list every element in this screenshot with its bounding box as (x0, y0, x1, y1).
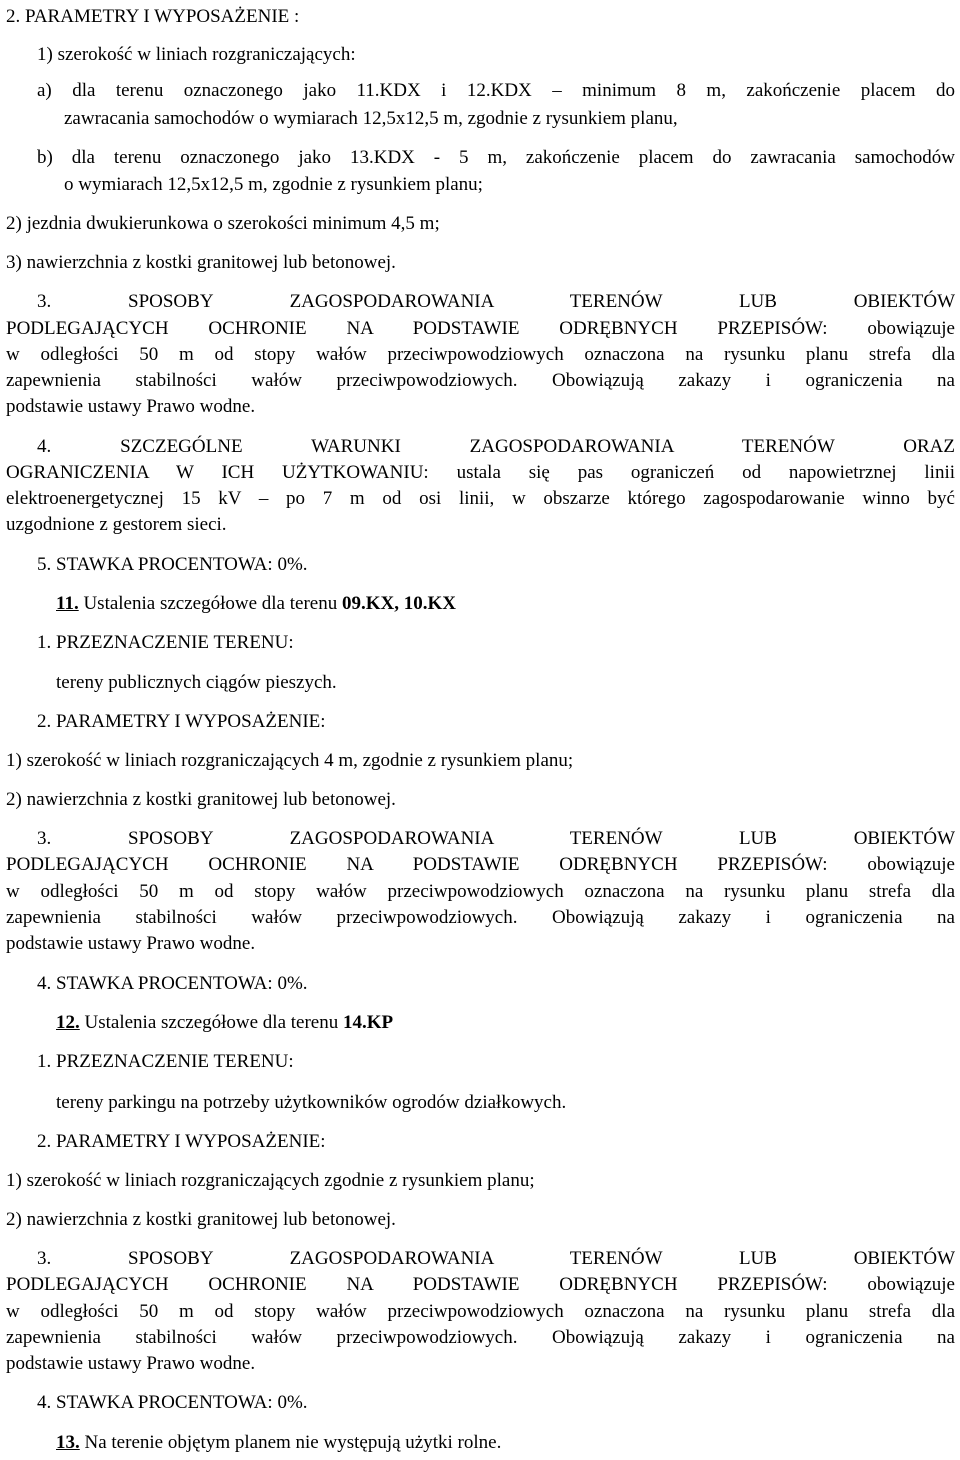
paragraph-text: 0%. (272, 973, 308, 994)
section-title: STAWKA PROCENTOWA: (56, 1392, 273, 1413)
section-heading (37, 552, 955, 578)
section-number: 4. (37, 1392, 56, 1413)
section-heading (6, 852, 955, 878)
paragraph-line: 1) szerokość w liniach rozgraniczających zgodnie z rysunkiem planu; (6, 1170, 535, 1191)
paragraph-text: obowiązuje (827, 1274, 955, 1295)
paragraph-line: podstawie ustawy Prawo wodne. (6, 396, 256, 417)
paragraph-text: 0%. (272, 1392, 308, 1413)
paragraph-line: tereny publicznych ciągów pieszych. (56, 672, 337, 693)
section-heading (6, 1272, 955, 1298)
section-number: 2. (37, 1131, 56, 1152)
paragraph-line: zawracania samochodów o wymiarach 12,5x12,5 m, zgodnie z rysunkiem planu, (64, 108, 678, 129)
section-number: 5. (37, 554, 56, 575)
section-number: 4. (37, 436, 121, 457)
paragraph-number: 12. (56, 1012, 80, 1033)
section-heading (37, 1049, 955, 1075)
section-title: SZCZEGÓLNE WARUNKI ZAGOSPODAROWANIA TERENÓW ORAZ (120, 436, 956, 457)
section-title: STAWKA PROCENTOWA: (56, 973, 273, 994)
section-title: PARAMETRY I WYPOSAŻENIE: (56, 1131, 326, 1152)
section-title: PODLEGAJĄCYCH OCHRONIE NA PODSTAWIE ODRĘBNYCH PRZEPISÓW: (6, 854, 828, 875)
paragraph-text: Ustalenia szczegółowe dla terenu (78, 593, 342, 614)
section-title: SPOSOBY ZAGOSPODAROWANIA TERENÓW LUB OBIEKTÓW (128, 828, 956, 849)
paragraph-text: Na terenie objętym planem nie występują użytki rolne. (79, 1432, 502, 1453)
section-heading (37, 709, 955, 735)
section-heading (37, 971, 955, 997)
area-code: 09.KX, 10.KX (341, 593, 456, 614)
section-number: 1. (37, 632, 56, 653)
paragraph-line: 2) nawierzchnia z kostki granitowej lub betonowej. (6, 789, 396, 810)
section-number: 1. (37, 1051, 56, 1072)
section-title: SPOSOBY ZAGOSPODAROWANIA TERENÓW LUB OBIEKTÓW (128, 1248, 956, 1269)
section-number: 3. (37, 828, 128, 849)
section-heading (37, 434, 955, 460)
section-number: 4. (37, 973, 56, 994)
section-number: 3. (37, 1248, 128, 1269)
paragraph-text: obowiązuje (827, 854, 955, 875)
paragraph-line: 1) szerokość w liniach rozgraniczających 4 m, zgodnie z rysunkiem planu; (6, 750, 574, 771)
section-title: OGRANICZENIA W ICH UŻYTKOWANIU: (6, 462, 429, 483)
paragraph-text: 0%. (272, 554, 308, 575)
paragraph-heading (56, 1010, 955, 1036)
paragraph-number: 13. (56, 1432, 80, 1453)
section-title: SPOSOBY ZAGOSPODAROWANIA TERENÓW LUB OBIEKTÓW (128, 291, 956, 312)
section-title: PRZEZNACZENIE TERENU: (56, 632, 294, 653)
paragraph-line: 1) szerokość w liniach rozgraniczających: (37, 44, 356, 65)
section-number: 2. (37, 711, 56, 732)
section-number: 3. (37, 291, 128, 312)
section-heading (37, 1129, 955, 1155)
section-title: PODLEGAJĄCYCH OCHRONIE NA PODSTAWIE ODRĘBNYCH PRZEPISÓW: (6, 1274, 828, 1295)
paragraph-line: a) dla terenu oznaczonego jako 11.KDX i 12.KDX – minimum 8 m, zakończenie placem do (37, 80, 955, 101)
section-heading (6, 460, 955, 486)
paragraph-line: tereny parkingu na potrzeby użytkowników ogrodów działkowych. (56, 1092, 567, 1113)
paragraph-number: 11. (56, 593, 79, 614)
paragraph-line: uzgodnione z gestorem sieci. (6, 514, 227, 535)
section-heading: 2. PARAMETRY I WYPOSAŻENIE : (6, 6, 300, 27)
paragraph-line: w odległości 50 m od stopy wałów przeciwpowodziowych oznaczona na rysunku planu strefa dla (6, 881, 955, 902)
section-title: STAWKA PROCENTOWA: (56, 554, 273, 575)
section-heading (37, 826, 955, 852)
section-heading (37, 289, 955, 315)
paragraph-text: ustala się pas ograniczeń od napowietrznej linii (428, 462, 956, 483)
paragraph-line: o wymiarach 12,5x12,5 m, zgodnie z rysunkiem planu; (64, 174, 483, 195)
area-code: 14.KP (343, 1012, 394, 1033)
paragraph-line: 3) nawierzchnia z kostki granitowej lub betonowej. (6, 252, 396, 273)
paragraph-line: w odległości 50 m od stopy wałów przeciwpowodziowych oznaczona na rysunku planu strefa dla (6, 1301, 955, 1322)
paragraph-line: podstawie ustawy Prawo wodne. (6, 933, 256, 954)
paragraph-text: Ustalenia szczegółowe dla terenu (79, 1012, 343, 1033)
section-heading (37, 1246, 955, 1272)
paragraph-text: obowiązuje (827, 318, 955, 339)
section-title: PODLEGAJĄCYCH OCHRONIE NA PODSTAWIE ODRĘBNYCH PRZEPISÓW: (6, 318, 828, 339)
paragraph-line: zapewnienia stabilności wałów przeciwpowodziowych. Obowiązują zakazy i ograniczenia na (6, 907, 955, 928)
paragraph-line: podstawie ustawy Prawo wodne. (6, 1353, 256, 1374)
paragraph-heading (56, 1430, 955, 1456)
paragraph-line: elektroenergetycznej 15 kV – po 7 m od osi linii, w obszarze którego zagospodarowanie winno być (6, 488, 955, 509)
section-heading (37, 1390, 955, 1416)
section-heading (37, 630, 955, 656)
section-title: PRZEZNACZENIE TERENU: (56, 1051, 294, 1072)
paragraph-line: 2) nawierzchnia z kostki granitowej lub betonowej. (6, 1209, 396, 1230)
section-title: PARAMETRY I WYPOSAŻENIE: (56, 711, 326, 732)
paragraph-line: zapewnienia stabilności wałów przeciwpowodziowych. Obowiązują zakazy i ograniczenia na (6, 370, 955, 391)
paragraph-heading (56, 591, 955, 617)
paragraph-line: zapewnienia stabilności wałów przeciwpowodziowych. Obowiązują zakazy i ograniczenia na (6, 1327, 955, 1348)
section-heading (6, 316, 955, 342)
paragraph-line: b) dla terenu oznaczonego jako 13.KDX - 5 m, zakończenie placem do zawracania samochodów (37, 147, 955, 168)
paragraph-line: 2) jezdnia dwukierunkowa o szerokości minimum 4,5 m; (6, 213, 440, 234)
paragraph-line: w odległości 50 m od stopy wałów przeciwpowodziowych oznaczona na rysunku planu strefa dla (6, 344, 955, 365)
